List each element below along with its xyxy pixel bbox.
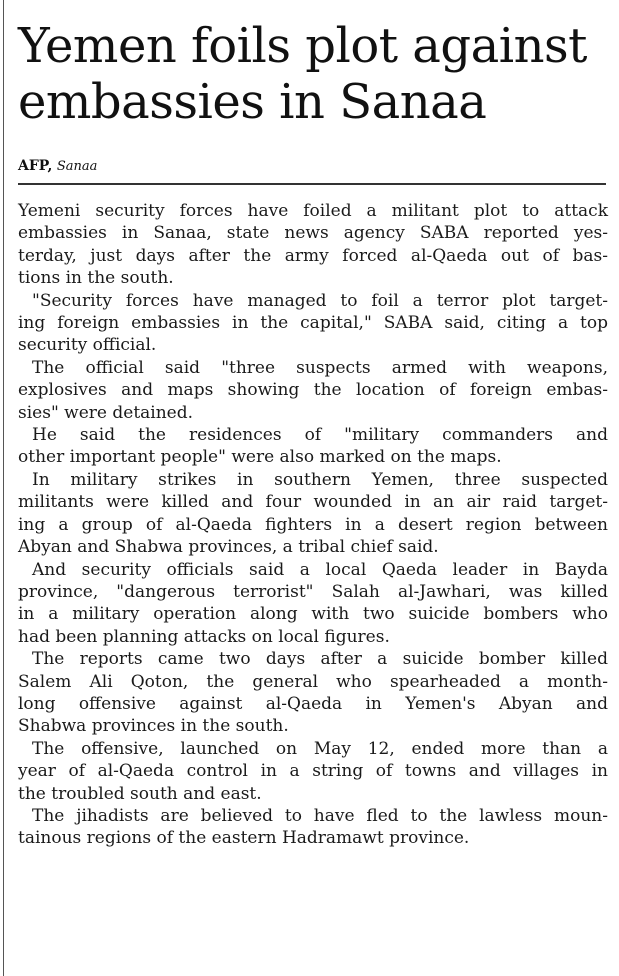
byline [18,158,97,174]
body-line: year of al-Qaeda control in a string of towns and villages in [18,761,608,782]
body-line: embassies in Sanaa, state news agency SABA reported yes- [18,223,608,244]
body-line: Abyan and Shabwa provinces, a tribal chief said. [18,537,439,558]
body-line: In military strikes in southern Yemen, three suspected [32,469,608,490]
body-line: And security officials said a local Qaeda leader in Bayda [32,559,608,580]
body-line: Salem Ali Qoton, the general who spearheaded a month- [18,671,608,692]
article-body [18,200,608,850]
body-line: The reports came two days after a suicide bomber killed [32,649,608,670]
body-line: tions in the south. [18,268,174,289]
body-line: He said the residences of "military commanders and [32,425,608,446]
body-line: The jihadists are believed to have fled to the lawless moun- [32,805,608,826]
body-line: the troubled south and east. [18,783,262,804]
body-line: Yemeni security forces have foiled a militant plot to attack [18,201,608,221]
byline-agency: AFP, [18,158,53,174]
body-line: in a military operation along with two suicide bombers who [18,604,608,625]
headline [18,18,614,130]
body-line: terday, just days after the army forced al-Qaeda out of bas- [18,245,608,266]
body-line: explosives and maps showing the location of foreign embas- [18,380,608,401]
headline-line: Yemen foils plot against [18,18,587,74]
headline-line: embassies in Sanaa [18,74,487,130]
body-line: The official said "three suspects armed with weapons, [32,357,608,378]
body-line: ing a group of al-Qaeda fighters in a desert region between [18,514,608,535]
body-line: other important people" were also marked on the maps. [18,447,502,468]
body-line: ing foreign embassies in the capital," SABA said, citing a top [18,313,608,334]
body-line: province, "dangerous terrorist" Salah al-Jawhari, was killed [18,581,608,602]
body-line: security official. [18,335,157,356]
body-line: tainous regions of the eastern Hadramawt province. [18,828,470,849]
body-line: "Security forces have managed to foil a terror plot target- [32,290,608,311]
body-line: long offensive against al-Qaeda in Yemen's Abyan and [18,693,608,714]
body-line: had been planning attacks on local figures. [18,626,390,647]
body-line: The offensive, launched on May 12, ended more than a [32,738,608,759]
body-line: militants were killed and four wounded in an air raid target- [18,492,608,513]
byline-dateline: Sanaa [56,159,98,174]
body-line: sies" were detained. [18,402,194,423]
column-rule [3,0,4,976]
body-line: Shabwa provinces in the south. [18,716,289,737]
byline-divider [18,183,606,185]
